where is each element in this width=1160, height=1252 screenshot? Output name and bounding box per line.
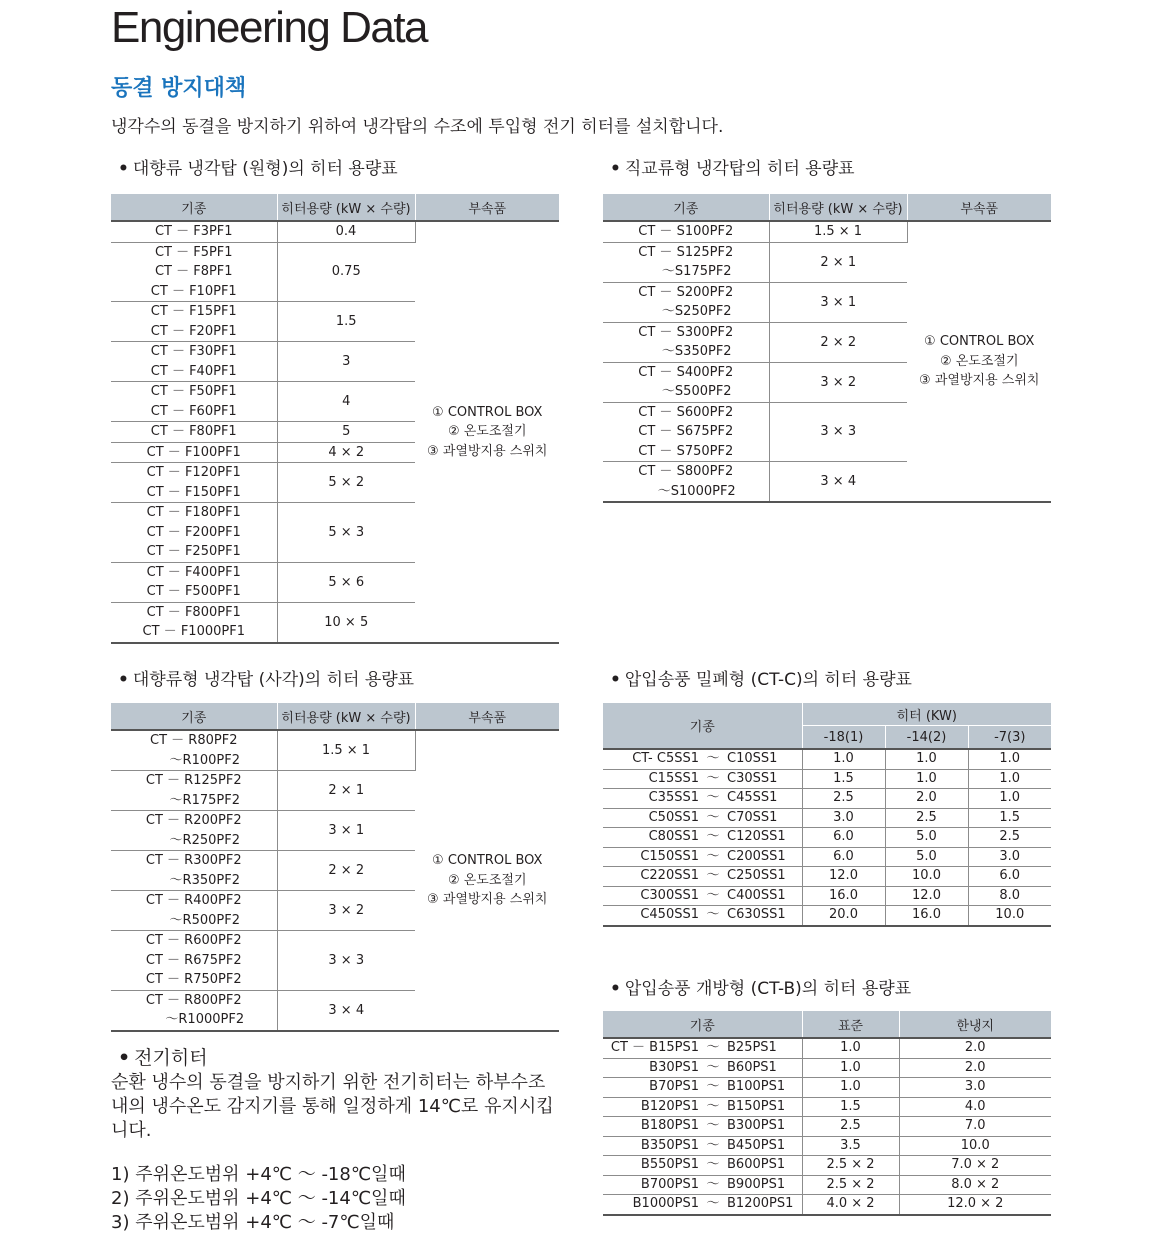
table-row <box>603 1195 1051 1215</box>
model-range-cell <box>603 1097 802 1117</box>
capacity-cell: 3 × 2 <box>277 891 415 931</box>
model-cell <box>603 221 769 242</box>
model-to: C200SS1 <box>727 848 786 864</box>
model-name: CT － R600PF2 <box>145 933 242 948</box>
model-name: ～S350PF2 <box>661 344 732 359</box>
model-cell <box>111 302 277 342</box>
table-row <box>111 221 559 242</box>
model-name: CT － F500PF1 <box>146 584 241 599</box>
value-cell: 1.0 <box>802 1058 899 1078</box>
model-range-cell <box>603 906 802 926</box>
model-name: CT － R300PF2 <box>145 853 242 868</box>
model-to: C400SS1 <box>727 887 786 903</box>
model-name: CT － F250PF1 <box>146 544 241 559</box>
model-range-cell <box>603 1136 802 1156</box>
model-name: CT － F180PF1 <box>146 505 241 520</box>
model-cell <box>603 282 769 322</box>
col-header-accessories: 부속품 <box>907 194 1051 221</box>
model-to: B100PS1 <box>727 1079 786 1094</box>
capacity-cell: 5 × 3 <box>277 503 415 563</box>
value-cell: 2.5 <box>885 808 968 828</box>
model-name: ～S1000PF2 <box>657 483 736 499</box>
model-from: C300SS1 <box>640 887 699 903</box>
value-cell: 7.0 <box>899 1117 1051 1137</box>
model-from: C50SS1 <box>648 809 699 825</box>
table-row <box>111 730 559 771</box>
bullet-icon: • <box>610 670 621 690</box>
model-name: CT － F8PF1 <box>154 264 233 279</box>
range-separator: ～ <box>706 1157 720 1172</box>
model-name: CT － F60PF1 <box>150 403 237 419</box>
capacity-cell: 3 × 1 <box>769 282 907 322</box>
model-name: ～R100PF2 <box>169 752 240 768</box>
section-subtitle: 동결 방지대책 <box>111 76 247 101</box>
value-cell: 1.0 <box>885 769 968 789</box>
table-row <box>603 906 1051 926</box>
accessory-item: ② 온도조절기 <box>447 424 527 439</box>
model-name: ～R350PF2 <box>169 872 240 888</box>
model-cell <box>603 402 769 462</box>
heater-table-square <box>111 703 559 1032</box>
electric-heater-temp-list <box>111 1163 406 1235</box>
model-name: CT － F1000PF1 <box>142 624 245 639</box>
model-name: CT － S100PF2 <box>638 224 734 239</box>
accessories-cell <box>415 730 559 1031</box>
model-name: CT － F100PF1 <box>146 444 241 460</box>
table-row <box>603 221 1051 242</box>
range-separator: ～ <box>706 1040 720 1055</box>
heater-table-ct-c <box>603 703 1051 927</box>
capacity-cell: 3 × 2 <box>769 362 907 402</box>
model-range-cell <box>603 749 802 769</box>
range-separator: ～ <box>706 770 720 786</box>
model-name: CT － F5PF1 <box>154 244 233 260</box>
value-cell: 2.5 <box>802 789 885 809</box>
bullet-icon: • <box>610 979 621 999</box>
table-row <box>603 1058 1051 1078</box>
model-to: B150PS1 <box>727 1098 786 1114</box>
model-cell <box>603 462 769 503</box>
model-cell <box>111 463 277 503</box>
table-row <box>603 769 1051 789</box>
table-row <box>603 1156 1051 1176</box>
capacity-cell: 5 <box>277 422 415 443</box>
value-cell: 8.0 <box>968 886 1051 906</box>
model-cell <box>111 771 277 811</box>
table-row <box>603 808 1051 828</box>
table1-heading-text: 대향류 냉각탑 (원형)의 히터 용량표 <box>132 159 398 179</box>
model-to: C70SS1 <box>727 809 778 825</box>
table-row <box>603 1097 1051 1117</box>
model-name: CT － F80PF1 <box>150 424 237 439</box>
model-from: C450SS1 <box>640 907 699 922</box>
value-cell: 1.0 <box>968 749 1051 769</box>
table3-heading <box>118 668 414 692</box>
value-cell: 2.5 × 2 <box>802 1175 899 1195</box>
heater-table-ct-b <box>603 1011 1051 1216</box>
temp-range-item: 2) 주위온도범위 +4℃ ～ -14℃일때 <box>111 1188 406 1209</box>
model-range-cell <box>603 1117 802 1137</box>
value-cell: 3.0 <box>968 847 1051 867</box>
model-to: C30SS1 <box>727 770 778 786</box>
value-cell: 2.5 × 2 <box>802 1156 899 1176</box>
value-cell: 6.0 <box>802 847 885 867</box>
col-header-temp-7: -7(3) <box>968 726 1051 750</box>
value-cell: 10.0 <box>885 867 968 887</box>
heater-table-round <box>111 194 559 644</box>
value-cell: 20.0 <box>802 906 885 926</box>
col-header-accessories: 부속품 <box>415 194 559 221</box>
value-cell: 1.5 <box>968 808 1051 828</box>
table-row <box>603 867 1051 887</box>
model-range-cell <box>603 886 802 906</box>
value-cell: 12.0 <box>885 886 968 906</box>
model-cell <box>111 562 277 602</box>
model-name: CT － R750PF2 <box>145 972 242 987</box>
table-row <box>603 789 1051 809</box>
model-cell <box>111 503 277 563</box>
accessories-cell <box>907 221 1051 502</box>
range-separator: ～ <box>706 868 720 883</box>
accessories-cell <box>415 221 559 643</box>
model-name: CT － S600PF2 <box>638 404 734 420</box>
bullet-icon: • <box>118 670 129 690</box>
model-name: ～S250PF2 <box>661 304 732 319</box>
col-header-capacity: 히터용량 (kW × 수량) <box>769 194 907 221</box>
value-cell: 3.5 <box>802 1136 899 1156</box>
model-name: CT － F50PF1 <box>150 384 237 399</box>
model-cell <box>111 382 277 422</box>
model-name: CT － F400PF1 <box>146 564 241 580</box>
value-cell: 1.0 <box>802 1078 899 1098</box>
model-cell <box>603 362 769 402</box>
model-cell <box>603 242 769 282</box>
range-separator: ～ <box>706 1196 720 1211</box>
table-row <box>603 1117 1051 1137</box>
model-to: B450PS1 <box>727 1137 786 1153</box>
heater-table-crossflow <box>603 194 1051 503</box>
model-from: B180PS1 <box>640 1118 699 1133</box>
model-name: CT － S800PF2 <box>638 464 734 479</box>
range-separator: ～ <box>706 1098 720 1114</box>
model-name: ～R250PF2 <box>169 832 240 848</box>
value-cell: 16.0 <box>802 886 885 906</box>
capacity-cell: 0.75 <box>277 242 415 302</box>
model-cell <box>111 851 277 891</box>
model-from: B30PS1 <box>649 1059 699 1075</box>
capacity-cell: 3 × 3 <box>769 402 907 462</box>
col-header-model: 기종 <box>603 194 769 221</box>
accessory-item: ① CONTROL BOX <box>432 404 543 420</box>
bullet-icon: • <box>118 1047 131 1069</box>
value-cell: 1.0 <box>802 1038 899 1058</box>
model-from: B550PS1 <box>640 1157 699 1172</box>
model-to: B600PS1 <box>727 1157 786 1172</box>
capacity-cell: 5 × 2 <box>277 463 415 503</box>
capacity-cell: 4 × 2 <box>277 442 415 463</box>
value-cell: 2.0 <box>885 789 968 809</box>
range-separator: ～ <box>706 1137 720 1153</box>
value-cell: 2.0 <box>899 1038 1051 1058</box>
model-from: B70PS1 <box>649 1079 699 1094</box>
model-name: CT － F150PF1 <box>146 484 241 500</box>
model-name: CT － S125PF2 <box>638 244 734 260</box>
bullet-icon: • <box>610 159 621 179</box>
table-row <box>603 1078 1051 1098</box>
page-title: Engineering Data <box>111 3 428 52</box>
bullet-icon: • <box>118 159 129 179</box>
col-header-heater-kw: 히터 (KW) <box>802 703 1051 726</box>
model-range-cell <box>603 789 802 809</box>
model-cell <box>111 342 277 382</box>
model-to: B900PS1 <box>727 1176 786 1192</box>
capacity-cell: 5 × 6 <box>277 562 415 602</box>
model-name: CT － F30PF1 <box>150 344 237 359</box>
col-header-model: 기종 <box>603 703 802 749</box>
model-to: B1200PS1 <box>727 1196 794 1211</box>
model-name: CT － F10PF1 <box>150 283 237 299</box>
table-row <box>603 1175 1051 1195</box>
value-cell: 1.0 <box>968 789 1051 809</box>
value-cell: 10.0 <box>968 906 1051 926</box>
model-range-cell <box>603 1038 802 1058</box>
table-row <box>603 1136 1051 1156</box>
model-to: B60PS1 <box>727 1059 777 1075</box>
model-range-cell <box>603 1175 802 1195</box>
model-cell <box>603 322 769 362</box>
table1-heading <box>118 157 398 181</box>
value-cell: 8.0 × 2 <box>899 1175 1051 1195</box>
range-separator: ～ <box>706 809 720 825</box>
model-cell <box>111 442 277 463</box>
electric-heater-description: 순환 냉수의 동결을 방지하기 위한 전기히터는 하부수조 내의 냉수온도 감지기를 통해 일정하게 14℃로 유지시킵니다. <box>111 1072 554 1141</box>
model-range-cell <box>603 847 802 867</box>
value-cell: 5.0 <box>885 847 968 867</box>
table2-heading-text: 직교류형 냉각탑의 히터 용량표 <box>624 159 855 179</box>
table-row <box>603 749 1051 769</box>
model-range-cell <box>603 1058 802 1078</box>
accessory-item: ① CONTROL BOX <box>432 853 543 868</box>
table-row <box>603 1038 1051 1058</box>
model-range-cell <box>603 1195 802 1215</box>
model-range-cell <box>603 1156 802 1176</box>
model-from: B1000PS1 <box>632 1196 699 1211</box>
capacity-cell: 2 × 2 <box>277 851 415 891</box>
col-header-model: 기종 <box>111 703 277 730</box>
model-name: ～R500PF2 <box>169 912 240 928</box>
value-cell: 4.0 × 2 <box>802 1195 899 1215</box>
range-separator: ～ <box>706 1079 720 1094</box>
model-from: CT- C5SS1 <box>632 751 699 766</box>
capacity-cell: 2 × 1 <box>277 771 415 811</box>
range-separator: ～ <box>706 887 720 903</box>
model-name: CT － F200PF1 <box>146 524 241 540</box>
range-separator: ～ <box>706 907 720 922</box>
col-header-model: 기종 <box>603 1011 802 1038</box>
range-separator: ～ <box>706 848 720 864</box>
model-name: CT － R80PF2 <box>150 733 238 748</box>
model-from: B350PS1 <box>640 1137 699 1153</box>
table-row <box>603 886 1051 906</box>
table4-heading-text: 압입송풍 밀폐형 (CT-C)의 히터 용량표 <box>624 670 912 690</box>
intro-text: 냉각수의 동결을 방지하기 위하여 냉각탑의 수조에 투입형 전기 히터를 설치합니다. <box>111 117 724 137</box>
range-separator: ～ <box>706 829 720 844</box>
capacity-cell: 3 <box>277 342 415 382</box>
model-name: CT － S200PF2 <box>638 284 734 300</box>
accessory-item: ③ 과열방지용 스위치 <box>427 443 548 459</box>
model-cell <box>111 422 277 443</box>
model-range-cell <box>603 1078 802 1098</box>
model-cell <box>111 990 277 1031</box>
capacity-cell: 0.4 <box>277 221 415 242</box>
range-separator: ～ <box>706 1059 720 1075</box>
col-header-model: 기종 <box>111 194 277 221</box>
capacity-cell: 3 × 3 <box>277 931 415 991</box>
value-cell: 6.0 <box>968 867 1051 887</box>
model-name: CT － R200PF2 <box>145 813 242 828</box>
model-cell <box>111 730 277 771</box>
model-from: C150SS1 <box>640 848 699 864</box>
model-to: C630SS1 <box>727 907 786 922</box>
accessory-item: ③ 과열방지용 스위치 <box>427 892 548 907</box>
model-range-cell <box>603 867 802 887</box>
model-name: CT － R125PF2 <box>145 773 242 788</box>
model-from: C15SS1 <box>648 770 699 786</box>
col-header-capacity: 히터용량 (kW × 수량) <box>277 703 415 730</box>
capacity-cell: 1.5 × 1 <box>277 730 415 771</box>
value-cell: 1.5 <box>802 1097 899 1117</box>
model-cell <box>111 221 277 242</box>
model-name: ～S500PF2 <box>661 384 732 399</box>
capacity-cell: 2 × 1 <box>769 242 907 282</box>
capacity-cell: 10 × 5 <box>277 602 415 643</box>
model-range-cell <box>603 769 802 789</box>
range-separator: ～ <box>706 790 720 805</box>
table4-heading <box>610 668 912 692</box>
model-to: C250SS1 <box>727 868 786 883</box>
value-cell: 1.0 <box>968 769 1051 789</box>
value-cell: 6.0 <box>802 828 885 848</box>
model-name: CT － R675PF2 <box>145 952 242 968</box>
model-name: ～R1000PF2 <box>165 1012 245 1027</box>
value-cell: 1.5 <box>802 769 885 789</box>
table5-heading <box>610 977 911 1001</box>
model-name: CT － F20PF1 <box>150 323 237 339</box>
model-cell <box>111 891 277 931</box>
value-cell: 2.5 <box>802 1117 899 1137</box>
col-header-temp-14: -14(2) <box>885 726 968 750</box>
accessory-item: ② 온도조절기 <box>939 353 1019 369</box>
col-header-temp-18: -18(1) <box>802 726 885 750</box>
col-header-cold-region: 한냉지 <box>899 1011 1051 1038</box>
model-to: C10SS1 <box>727 751 778 766</box>
capacity-cell: 2 × 2 <box>769 322 907 362</box>
capacity-cell: 3 × 4 <box>277 990 415 1031</box>
capacity-cell: 3 × 4 <box>769 462 907 503</box>
model-cell <box>111 242 277 302</box>
model-from: C220SS1 <box>640 868 699 883</box>
model-cell <box>111 931 277 991</box>
model-name: CT － F120PF1 <box>146 465 241 480</box>
model-name: CT － R400PF2 <box>145 893 242 908</box>
model-name: CT － F15PF1 <box>150 304 237 319</box>
value-cell: 12.0 <box>802 867 885 887</box>
capacity-cell: 3 × 1 <box>277 811 415 851</box>
capacity-cell: 4 <box>277 382 415 422</box>
value-cell: 10.0 <box>899 1136 1051 1156</box>
accessory-item: ③ 과열방지용 스위치 <box>919 373 1040 389</box>
model-from: CT － B15PS1 <box>610 1040 699 1055</box>
temp-range-item: 1) 주위온도범위 +4℃ ～ -18℃일때 <box>111 1164 406 1185</box>
model-name: ～R175PF2 <box>169 792 240 808</box>
model-to: C120SS1 <box>727 829 786 844</box>
model-to: B300PS1 <box>727 1118 786 1133</box>
model-name: ～S175PF2 <box>661 264 732 279</box>
model-name: CT － S675PF2 <box>638 424 734 439</box>
model-name: CT － S400PF2 <box>638 364 734 380</box>
table3-heading-text: 대향류형 냉각탑 (사각)의 히터 용량표 <box>132 670 415 690</box>
value-cell: 2.5 <box>968 828 1051 848</box>
model-cell <box>111 602 277 643</box>
accessory-item: ② 온도조절기 <box>447 872 527 888</box>
model-cell <box>111 811 277 851</box>
model-to: B25PS1 <box>727 1040 777 1055</box>
model-range-cell <box>603 808 802 828</box>
table2-heading <box>610 157 855 181</box>
value-cell: 2.0 <box>899 1058 1051 1078</box>
table-row <box>603 847 1051 867</box>
capacity-cell: 1.5 × 1 <box>769 221 907 242</box>
model-name: CT － F800PF1 <box>146 604 241 620</box>
model-to: C45SS1 <box>727 790 778 805</box>
electric-heater-heading <box>118 1045 208 1071</box>
range-separator: ～ <box>706 1176 720 1192</box>
accessory-item: ① CONTROL BOX <box>924 334 1035 350</box>
model-range-cell <box>603 828 802 848</box>
value-cell: 1.0 <box>802 749 885 769</box>
range-separator: ～ <box>706 751 720 766</box>
value-cell: 4.0 <box>899 1097 1051 1117</box>
value-cell: 3.0 <box>802 808 885 828</box>
model-name: CT － R800PF2 <box>145 992 242 1008</box>
table5-heading-text: 압입송풍 개방형 (CT-B)의 히터 용량표 <box>624 979 912 999</box>
electric-heater-heading-text: 전기히터 <box>134 1047 208 1069</box>
model-name: CT － S300PF2 <box>638 324 734 340</box>
col-header-capacity: 히터용량 (kW × 수량) <box>277 194 415 221</box>
range-separator: ～ <box>706 1118 720 1133</box>
value-cell: 12.0 × 2 <box>899 1195 1051 1215</box>
value-cell: 16.0 <box>885 906 968 926</box>
value-cell: 1.0 <box>885 749 968 769</box>
model-from: C35SS1 <box>648 790 699 805</box>
value-cell: 7.0 × 2 <box>899 1156 1051 1176</box>
model-from: C80SS1 <box>648 829 699 844</box>
temp-range-item: 3) 주위온도범위 +4℃ ～ -7℃일때 <box>111 1212 395 1233</box>
model-name: CT － F3PF1 <box>154 224 233 239</box>
model-from: B120PS1 <box>640 1098 699 1114</box>
model-name: CT － S750PF2 <box>638 443 734 459</box>
table-row <box>603 828 1051 848</box>
value-cell: 5.0 <box>885 828 968 848</box>
col-header-accessories: 부속품 <box>415 703 559 730</box>
value-cell: 3.0 <box>899 1078 1051 1098</box>
col-header-standard: 표준 <box>802 1011 899 1038</box>
model-from: B700PS1 <box>640 1176 699 1192</box>
capacity-cell: 1.5 <box>277 302 415 342</box>
model-name: CT － F40PF1 <box>150 363 237 379</box>
